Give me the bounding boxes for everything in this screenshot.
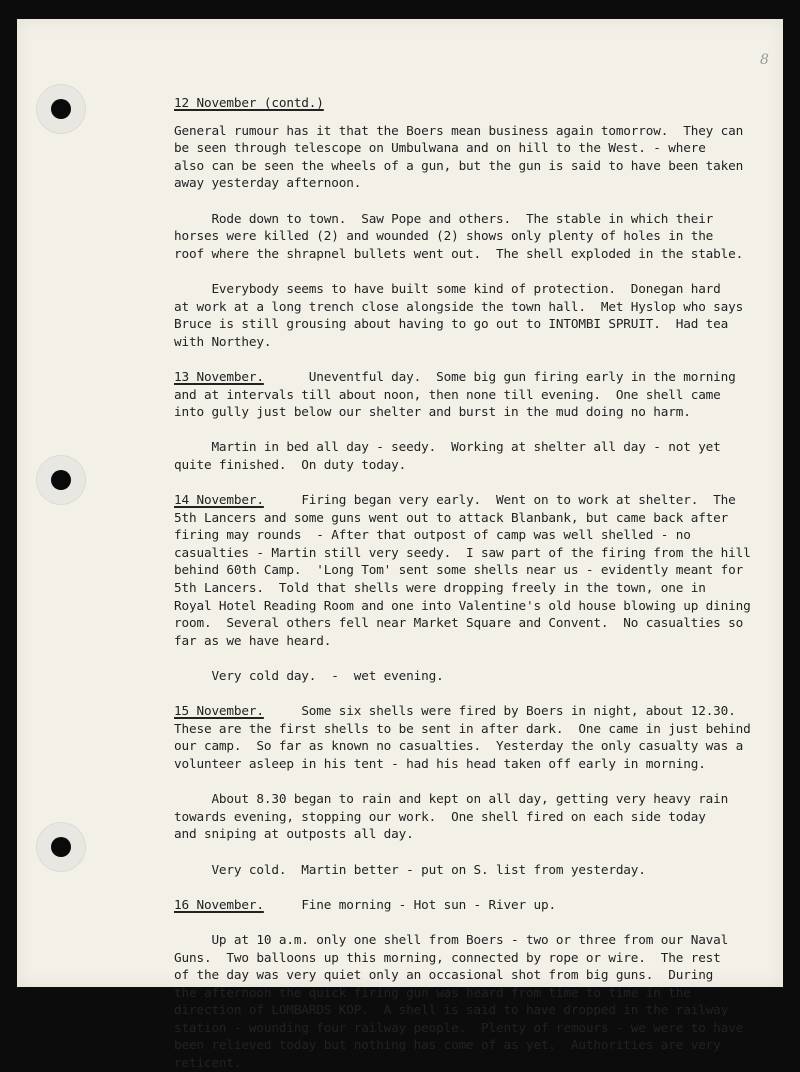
line-text: Uneventful day. Some big gun firing early in the morning (263, 368, 736, 384)
dated-entry (174, 368, 764, 421)
line-text: behind 60th Camp. 'Long Tom' sent some shells near us - evidently meant for (174, 562, 744, 578)
line-text: Up at 10 a.m. only one shell from Boers - two or three from our Naval (174, 931, 729, 947)
paragraph (174, 280, 764, 350)
paragraph (174, 122, 764, 192)
line-text: These are the first shells to be sent in after dark. One came in just behind (174, 720, 751, 736)
text-line (174, 1054, 764, 1072)
text-line (174, 386, 764, 404)
paragraph-gap (174, 649, 764, 667)
line-text: our camp. So far as known no casualties. Yesterday the only casualty was a (174, 738, 744, 754)
text-line (174, 509, 764, 527)
text-line (174, 174, 764, 192)
section-heading: 12 November (contd.) (174, 95, 324, 110)
paragraph-gap (174, 262, 764, 280)
punch-hole-bottom (37, 823, 85, 871)
text-line (174, 737, 764, 755)
line-text: away yesterday afternoon. (174, 175, 362, 191)
text-line (174, 210, 764, 228)
dated-entry (174, 702, 764, 772)
line-text: the afternoon the quick firing gun was heard from time to time in the (174, 984, 691, 1000)
text-line (174, 667, 764, 685)
text-line (174, 456, 764, 474)
entry-date: 15 November. (174, 703, 264, 719)
line-text: volunteer asleep in his tent - had his head taken off early in morning. (174, 755, 706, 771)
paragraph-gap (174, 685, 764, 703)
text-line (174, 966, 764, 984)
text-line (174, 861, 764, 879)
paragraph-gap (174, 843, 764, 861)
diary-text (174, 94, 764, 1072)
paragraph (174, 438, 764, 473)
line-text: roof where the shrapnel bullets went out. The shell exploded in the stable. (174, 245, 744, 261)
line-text: Guns. Two balloons up this morning, connected by rope or wire. The rest (174, 949, 721, 965)
paragraph-gap (174, 913, 764, 931)
line-text: with Northey. (174, 333, 272, 349)
line-text: of the day was very quiet only an occasional shot from big guns. During (174, 967, 714, 983)
text-line (174, 825, 764, 843)
text-line (174, 526, 764, 544)
text-line (174, 544, 764, 562)
line-text: direction of LOMBARDS KOP. A shell is said to have dropped in the railway (174, 1002, 729, 1018)
text-line (174, 227, 764, 245)
text-line (174, 333, 764, 351)
paragraph (174, 931, 764, 1072)
paragraph-gap (174, 350, 764, 368)
paragraph (174, 667, 764, 685)
line-text: and at intervals till about noon, then none till evening. One shell came (174, 386, 721, 402)
text-line (174, 755, 764, 773)
text-line (174, 632, 764, 650)
line-text: Firing began very early. Went on to work at shelter. The (263, 492, 736, 508)
text-line (174, 808, 764, 826)
line-text: also can be seen the wheels of a gun, but the gun is said to have been taken (174, 157, 744, 173)
line-text: and sniping at outposts all day. (174, 826, 414, 842)
line-text: room. Several others fell near Market Square and Convent. No casualties so (174, 615, 744, 631)
paragraph (174, 790, 764, 843)
text-line (174, 491, 764, 509)
text-line (174, 896, 764, 914)
text-line (174, 368, 764, 386)
text-line (174, 1036, 764, 1054)
text-line (174, 280, 764, 298)
paragraph-gap (174, 473, 764, 491)
paragraph-gap (174, 773, 764, 791)
text-line (174, 579, 764, 597)
punch-hole-middle (37, 456, 85, 504)
paragraph (174, 861, 764, 879)
text-line (174, 720, 764, 738)
text-line (174, 702, 764, 720)
punch-hole-top (37, 85, 85, 133)
text-line (174, 403, 764, 421)
line-text: towards evening, stopping our work. One shell fired on each side today (174, 808, 706, 824)
entry-date: 14 November. (174, 492, 264, 508)
text-line (174, 561, 764, 579)
line-text: been relieved today but nothing has come of as yet. Authorities are very (174, 1037, 721, 1053)
text-line (174, 157, 764, 175)
text-line (174, 1001, 764, 1019)
text-line (174, 245, 764, 263)
text-line (174, 949, 764, 967)
paragraph-gap (174, 421, 764, 439)
line-text: Royal Hotel Reading Room and one into Valentine's old house blowing up dining (174, 597, 751, 613)
line-text: at work at a long trench close alongside the town hall. Met Hyslop who says (174, 298, 744, 314)
line-text: 5th Lancers and some guns went out to attack Blanbank, but came back after (174, 509, 729, 525)
text-line (174, 298, 764, 316)
line-text: quite finished. On duty today. (174, 456, 407, 472)
line-text: Very cold day. - wet evening. (174, 668, 444, 683)
paragraph-gap (174, 112, 764, 122)
line-text: Rode down to town. Saw Pope and others. The stable in which their (174, 210, 714, 226)
line-text: Martin in bed all day - seedy. Working at shelter all day - not yet (174, 439, 721, 455)
line-text: station - wounding four railway people. Plenty of remours - we were to have (174, 1019, 744, 1035)
text-line (174, 122, 764, 140)
line-text: into gully just below our shelter and burst in the mud doing no harm. (174, 404, 691, 420)
line-text: Very cold. Martin better - put on S. list from yesterday. (174, 861, 646, 877)
page-number: 8 (760, 52, 769, 68)
text-line (174, 597, 764, 615)
text-line (174, 1019, 764, 1037)
line-text: Bruce is still grousing about having to go out to INTOMBI SPRUIT. Had tea (174, 316, 729, 332)
dated-entry (174, 896, 764, 914)
paragraph-gap (174, 878, 764, 896)
text-line (174, 984, 764, 1002)
line-text: firing may rounds - After that outpost of camp was well shelled - no (174, 527, 691, 543)
dated-entry (174, 491, 764, 649)
paragraph-gap (174, 192, 764, 210)
line-text: General rumour has it that the Boers mean business again tomorrow. They can (174, 122, 744, 138)
text-line (174, 790, 764, 808)
line-text: Fine morning - Hot sun - River up. (263, 896, 556, 912)
text-line (174, 614, 764, 632)
text-line (174, 931, 764, 949)
entry-date: 16 November. (174, 896, 264, 912)
line-text: About 8.30 began to rain and kept on all day, getting very heavy rain (174, 791, 729, 807)
paragraph (174, 210, 764, 263)
line-text: casualties - Martin still very seedy. I saw part of the firing from the hill (174, 544, 751, 560)
line-text: reticent. (174, 1055, 242, 1071)
line-text: 5th Lancers. Told that shells were dropping freely in the town, one in (174, 580, 706, 596)
text-line (174, 139, 764, 157)
line-text: horses were killed (2) and wounded (2) shows only plenty of holes in the (174, 228, 714, 244)
line-text: Some six shells were fired by Boers in night, about 12.30. (263, 703, 736, 719)
text-line (174, 315, 764, 333)
line-text: far as we have heard. (174, 632, 332, 648)
line-text: be seen through telescope on Umbulwana and on hill to the West. - where (174, 140, 706, 156)
text-line (174, 438, 764, 456)
entry-date: 13 November. (174, 368, 264, 384)
line-text: Everybody seems to have built some kind of protection. Donegan hard (174, 280, 721, 296)
